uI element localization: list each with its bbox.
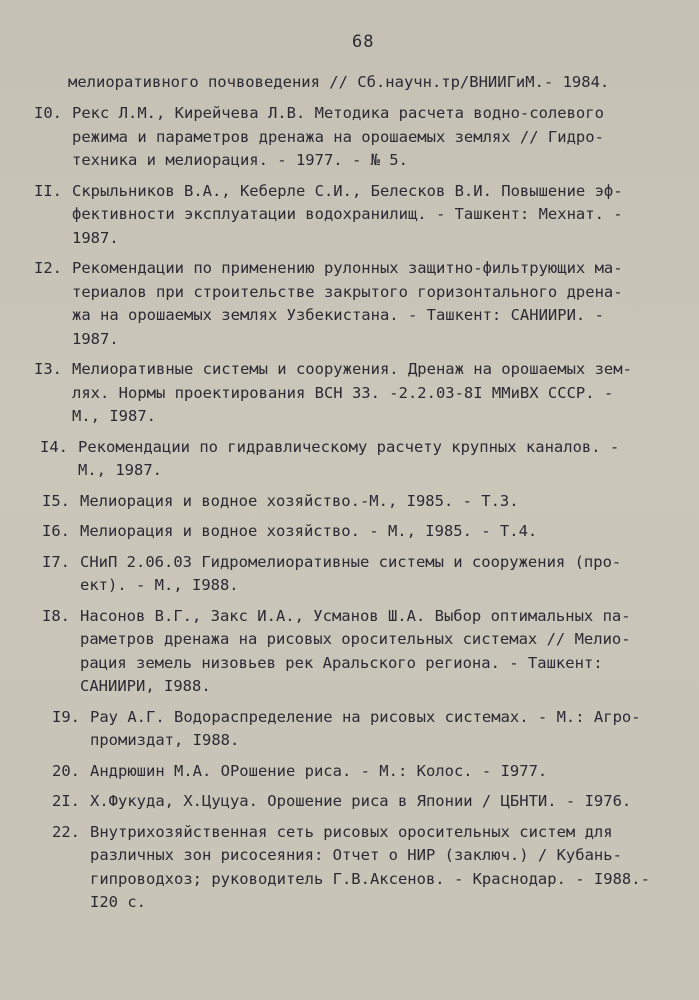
reference-text: Мелиорация и водное хозяйство.-М., I985. - Т.3. bbox=[80, 491, 519, 510]
reference-text: Внутрихозяйственная сеть рисовых оросительных систем для различных зон рисосеяния: Отчет о НИР (заключ.) / Кубань- гипроводхоз; руководитель Г.В.Аксенов. - Краснодар. - I988.- I20 с. bbox=[90, 822, 650, 911]
reference-number: 22. bbox=[52, 822, 80, 841]
reference-number: I9. bbox=[52, 707, 80, 726]
reference-text: Мелиорация и водное хозяйство. - М., I985. - Т.4. bbox=[80, 522, 538, 540]
reference-entry bbox=[0, 102, 699, 173]
reference-list bbox=[0, 102, 699, 922]
reference-number: I6. bbox=[42, 522, 70, 540]
reference-text: Мелиоративные системы и сооружения. Дренаж на орошаемых зем- лях. Нормы проектирования ВСН 33. -2.2.03-8I ММиВХ СССР. - М., I987. bbox=[72, 360, 632, 425]
reference-entry bbox=[0, 605, 699, 699]
reference-text: Рекомендации по применению рулонных защитно-фильтрующих ма- териалов при строительстве закрытого горизонтального дрена- жа на орошаемых землях Узбекистана. - Ташкент: САНИИРИ. - 1987. bbox=[72, 259, 623, 348]
reference-number: 2I. bbox=[52, 792, 80, 810]
reference-entry bbox=[0, 790, 699, 814]
reference-text: СНиП 2.06.03 Гидромелиоративные системы и сооружения (про- ект). - М., I988. bbox=[80, 552, 622, 594]
reference-entry bbox=[0, 706, 699, 753]
page-number: 68 bbox=[352, 32, 375, 52]
reference-entry bbox=[0, 520, 699, 544]
reference-number: I3. bbox=[34, 360, 62, 378]
reference-number: I4. bbox=[40, 437, 68, 456]
reference-entry bbox=[0, 821, 699, 915]
reference-number: 20. bbox=[52, 761, 80, 780]
reference-entry bbox=[0, 551, 699, 598]
reference-number: I0. bbox=[34, 104, 62, 122]
reference-number: I7. bbox=[42, 552, 70, 571]
reference-number: I8. bbox=[42, 606, 70, 625]
continuation-line: мелиоративного почвоведения // Сб.научн.тр/ВНИИГиМ.- 1984. bbox=[68, 73, 610, 91]
reference-text: Х.Фукуда, Х.Цуцуа. Орошение риса в Японии / ЦБНТИ. - I976. bbox=[90, 792, 632, 810]
reference-number: I2. bbox=[34, 259, 62, 277]
reference-number: I5. bbox=[42, 491, 70, 510]
reference-number: II. bbox=[34, 181, 62, 200]
reference-entry bbox=[0, 490, 699, 514]
reference-entry bbox=[0, 257, 699, 351]
reference-text: Скрыльников В.А., Кеберле С.И., Белесков В.И. Повышение эф- фективности эксплуатации водохранилищ. - Ташкент: Мехнат. - 1987. bbox=[72, 181, 623, 247]
reference-entry bbox=[0, 760, 699, 784]
reference-text: Насонов В.Г., Закс И.А., Усманов Ш.А. Выбор оптимальных па- раметров дренажа на рисовых оросительных системах // Мелио- рация земель низовьев рек Аральского региона. - Ташкент: САНИИРИ, I988. bbox=[80, 606, 631, 695]
reference-text: Андрюшин М.А. ОРошение риса. - М.: Колос. - I977. bbox=[90, 761, 548, 780]
reference-text: Рекс Л.М., Кирейчева Л.В. Методика расчета водно-солевого режима и параметров дренажа на орошаемых землях // Гидро- техника и мелиорация. - 1977. - № 5. bbox=[72, 104, 604, 169]
reference-entry bbox=[0, 358, 699, 429]
reference-entry bbox=[0, 180, 699, 251]
reference-entry bbox=[0, 436, 699, 483]
reference-text: Рау А.Г. Водораспределение на рисовых системах. - М.: Агро- промиздат, I988. bbox=[90, 707, 641, 749]
reference-text: Рекомендации по гидравлическому расчету крупных каналов. - М., 1987. bbox=[78, 437, 620, 479]
